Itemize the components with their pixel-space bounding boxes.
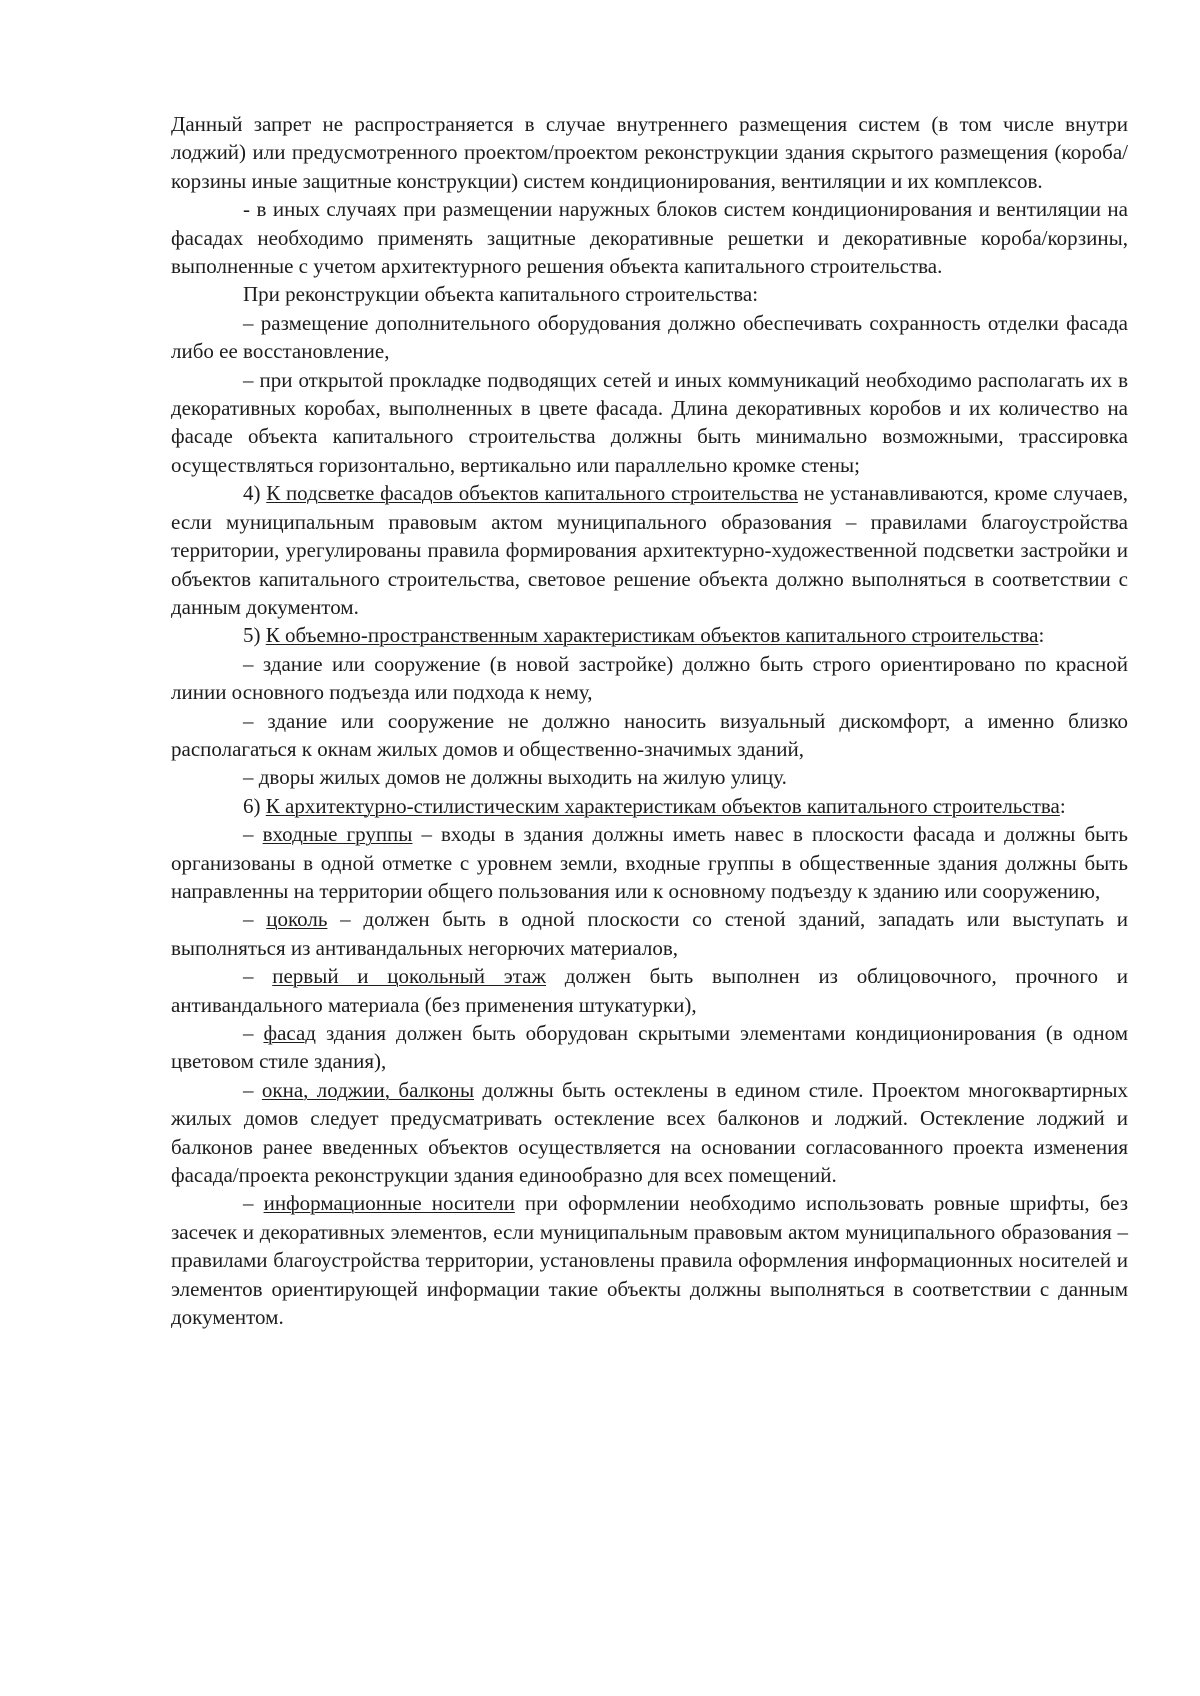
paragraph-text: 4) bbox=[243, 481, 267, 506]
paragraph bbox=[171, 1189, 1128, 1331]
paragraph-text: 6) bbox=[243, 793, 266, 818]
underlined-heading-text: фасад bbox=[263, 1021, 316, 1045]
paragraph bbox=[171, 1019, 1128, 1076]
paragraph bbox=[171, 905, 1128, 962]
paragraph-text: – bbox=[243, 964, 273, 989]
paragraph-text: здания должен быть оборудован скрытыми элементами кондиционирования (в одном цветовом стиле здания), bbox=[171, 1021, 1128, 1074]
paragraph-text: – должен быть в одной плоскости со стеной зданий, западать или выступать и выполняться из антивандальных негорючих материалов, bbox=[171, 907, 1129, 960]
paragraph-text: - в иных случаях при размещении наружных блоков систем кондиционирования и вентиляции на фасадах необходимо применять защитные декоративные решетки и декоративные короба/корзины, выполненные с учетом архитектурного решения объекта капитального строительства. bbox=[171, 197, 1128, 279]
paragraph bbox=[171, 962, 1128, 1019]
paragraph-text: Данный запрет не распространяется в случае внутреннего размещения систем (в том числе внутри лоджий) или предусмотренного проектом/проектом реконструкции здания скрытого размещения (короба/корзины иные защитные конструкции) систем кондиционирования, вентиляции и их комплексов. bbox=[171, 112, 1128, 193]
paragraph-text: – bbox=[243, 822, 263, 847]
paragraph-text: – входы в здания должны иметь навес в плоскости фасада и должны быть организованы в одной отметке с уровнем земли, входные группы в общественные здания должны быть направленны на территории общего пользования или к основному подъезду к зданию или сооружению, bbox=[171, 822, 1128, 903]
paragraph bbox=[171, 280, 1128, 308]
underlined-heading-text: К подсветке фасадов объектов капитального строительства bbox=[266, 481, 798, 506]
underlined-heading-text: К архитектурно-стилистическим характеристикам объектов капитального строительства bbox=[265, 793, 1060, 818]
underlined-heading-text: окна, лоджии, балконы bbox=[261, 1077, 475, 1102]
paragraph-text: – здание или сооружение не должно наносить визуальный дискомфорт, а именно близко располагаться к окнам жилых домов и общественно-значимых зданий, bbox=[171, 708, 1128, 761]
paragraph bbox=[171, 820, 1128, 905]
underlined-heading-text: первый и цокольный этаж bbox=[272, 964, 547, 989]
paragraph-text: – bbox=[243, 907, 267, 932]
underlined-heading-text: информационные носители bbox=[263, 1191, 515, 1216]
paragraph bbox=[171, 707, 1128, 764]
paragraph-text: не устанавливаются, кроме случаев, если муниципальным правовым актом муниципального образования – правилами благоустройства территории, урегулированы правила формирования архитектурно-художественной подсветки застройки и объектов капитального строительства, световое решение объекта должно выполняться в соответствии с данным документом. bbox=[171, 481, 1128, 619]
paragraph-text: – bbox=[243, 1021, 264, 1045]
document-page bbox=[171, 110, 1128, 1331]
paragraph-text: 5) bbox=[243, 623, 266, 648]
paragraph-text: – дворы жилых домов не должны выходить на жилую улицу. bbox=[243, 765, 787, 790]
paragraph bbox=[171, 366, 1128, 480]
paragraph-text: должны быть остеклены в едином стиле. Проектом многоквартирных жилых домов следует предусматривать остекление всех балконов и лоджий. Остекление лоджий и балконов ранее введенных объектов осуществляется на основании согласованного проекта изменения фасада/проекта реконструкции здания единообразно для всех помещений. bbox=[171, 1077, 1129, 1188]
underlined-heading-text: входные группы bbox=[262, 822, 413, 847]
paragraph-text: – здание или сооружение (в новой застройке) должно быть строго ориентировано по красной линии основного подъезда или подхода к нему, bbox=[171, 651, 1128, 705]
paragraph bbox=[171, 195, 1128, 280]
paragraph bbox=[171, 479, 1128, 621]
paragraph-text: : bbox=[1038, 623, 1045, 648]
underlined-heading-text: цоколь bbox=[266, 907, 328, 932]
paragraph-text: – размещение дополнительного оборудования должно обеспечивать сохранность отделки фасада либо ее восстановление, bbox=[171, 310, 1128, 364]
paragraph-text: – bbox=[243, 1191, 264, 1216]
paragraph-text: : bbox=[1059, 793, 1066, 818]
paragraph bbox=[171, 1076, 1128, 1190]
paragraph-text: – при открытой прокладке подводящих сетей и иных коммуникаций необходимо располагать их в декоративных коробах, выполненных в цвете фасада. Длина декоративных коробов и их количество на фасаде объекта капитального строительства должны быть минимально возможными, трассировка осуществляться горизонтально, вертикально или параллельно кромке стены; bbox=[171, 367, 1128, 477]
paragraph bbox=[171, 621, 1128, 649]
underlined-heading-text: К объемно-пространственным характеристикам объектов капитального строительства bbox=[265, 623, 1039, 648]
paragraph bbox=[171, 763, 1128, 791]
paragraph bbox=[171, 110, 1128, 195]
paragraph bbox=[171, 650, 1128, 707]
paragraph-text: должен быть выполнен из облицовочного, прочного и антивандального материала (без применения штукатурки), bbox=[171, 964, 1128, 1017]
paragraph bbox=[171, 309, 1128, 366]
paragraph-text: При реконструкции объекта капитального строительства: bbox=[243, 282, 759, 307]
paragraph-text: – bbox=[243, 1077, 262, 1102]
paragraph bbox=[171, 792, 1128, 820]
paragraph-text: при оформлении необходимо использовать ровные шрифты, без засечек и декоративных элементов, если муниципальным правовым актом муниципального образования – правилами благоустройства территории, установлены правила оформления информационных носителей и элементов ориентирующей информации такие объекты должны выполняться в соответствии с данным документом. bbox=[171, 1191, 1128, 1330]
